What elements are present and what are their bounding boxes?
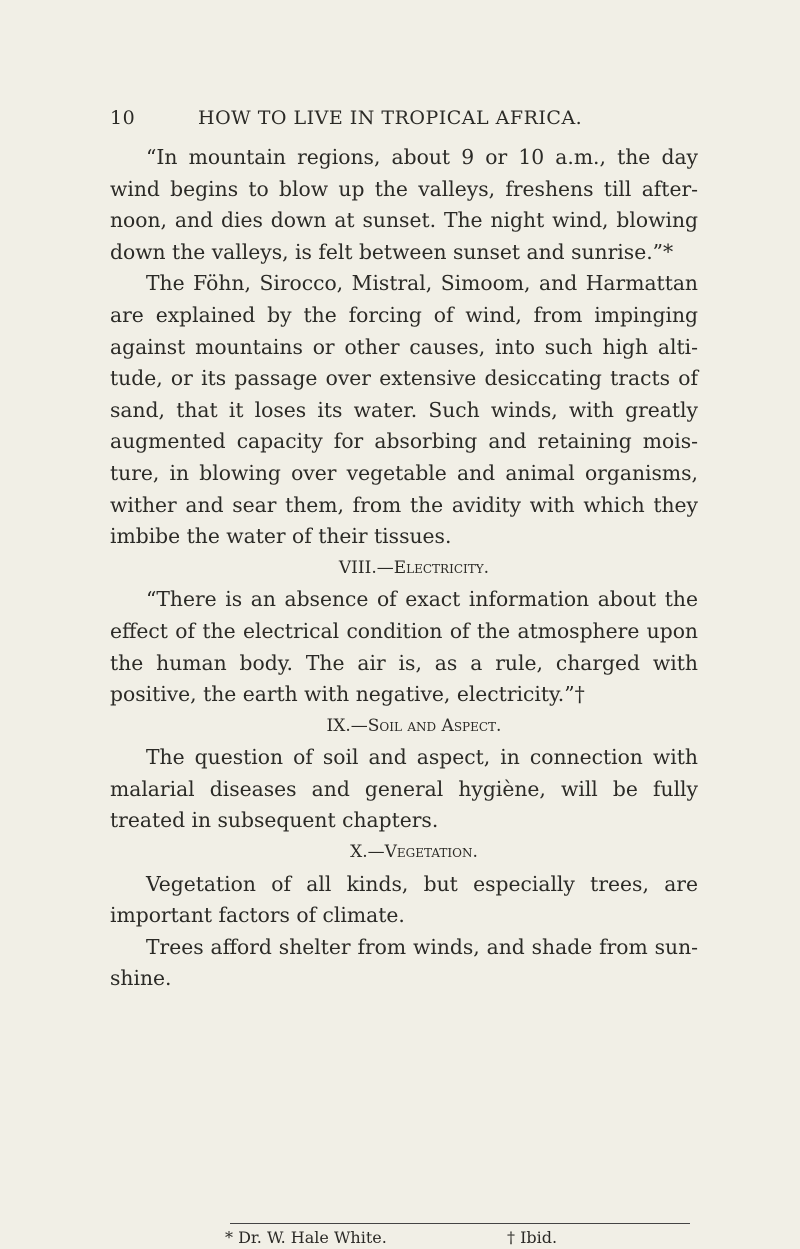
paragraph-vegetation: Vegetation of all kinds, but especially trees, are important factors of climate.: [110, 871, 698, 928]
section-heading-vegetation: X.—Vegetation.: [350, 842, 478, 863]
running-title: HOW TO LIVE IN TROPICAL AFRICA.: [198, 107, 583, 129]
footnote-2: † Ibid.: [507, 1228, 558, 1247]
paragraph-dry-winds: The Föhn, Sirocco, Mistral, Simoom, and Harmattan are explained by the forcing of wind, from impinging against mountains or other causes, into such high alti-tude, or its passage over extensive desiccating tracts of sand, that it loses its water. Such winds, with greatly augmented capacity for absorbing and retaining mois-ture, in blowing over vegetable and animal organisms, wither and sear them, from the avidity with which they imbibe the water of their tissues.: [110, 271, 698, 549]
section-heading-electricity: VIII.—Electricity.: [338, 557, 490, 578]
page-number: 10: [110, 107, 136, 129]
footnote-divider: [230, 1223, 690, 1224]
paragraph-soil-aspect: The question of soil and aspect, in connection with malarial diseases and general hygiène, will be fully treated in subsequent chapters.: [110, 745, 698, 833]
paragraph-trees: Trees afford shelter from winds, and shade from sun-shine.: [110, 934, 698, 991]
paragraph-mountain-winds: “In mountain regions, about 9 or 10 a.m., the day wind begins to blow up the valleys, freshens till after-noon, and dies down at sunset. The night wind, blowing down the valleys, is felt between sunset and sunrise.”*: [110, 145, 698, 264]
page-body: [110, 142, 698, 995]
section-heading-soil-aspect: IX.—Soil and Aspect.: [326, 715, 502, 736]
page-header: [110, 107, 700, 137]
footnote-1: * Dr. W. Hale White.: [225, 1228, 387, 1247]
paragraph-electricity: “There is an absence of exact information about the effect of the electrical condition of the atmosphere upon the human body. The air is, as a rule, charged with positive, the earth with negative, electricity.”†: [110, 587, 698, 707]
